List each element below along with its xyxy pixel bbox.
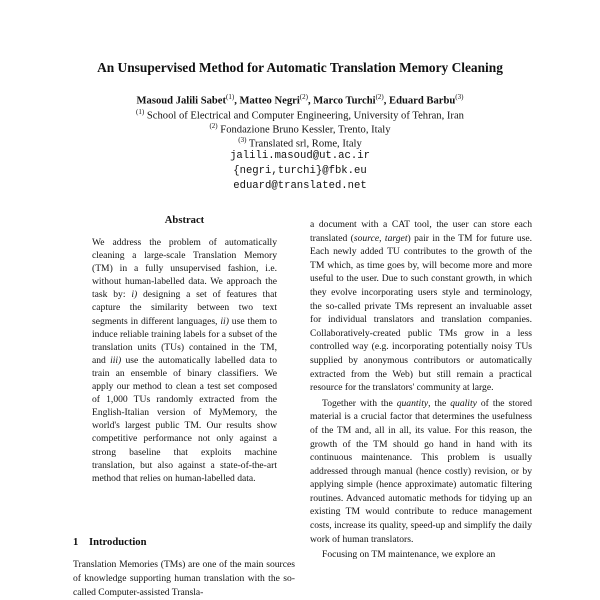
- emphasis: quality: [450, 397, 477, 409]
- abstract-marker: ii): [220, 315, 229, 327]
- author-name: Marco Turchi: [313, 95, 376, 107]
- emphasis: quantity: [396, 397, 429, 409]
- introduction-body: Translation Memories (TMs) are one of the main sources of knowledge supporting human translation with the so-called Computer-assisted Transla-: [73, 559, 295, 598]
- abstract-body: [92, 236, 277, 485]
- abstract-text: designing a set of features that capture the similarity between two text segments in different languages,: [92, 289, 277, 327]
- author-name: Masoud Jalili Sabet: [136, 95, 227, 107]
- paragraph-text: ) pair in the TM for future use. Each newly added TU contributes to the growth of the TM which, as time goes by, will become more and more useful to the user. Due to such constant growth, in which they evolve incorporating users style and terminology, the so-called private TMs represent an invaluable asset for individual translators and translation companies. Collaboratively-created public TMs grow in a less controlled way (e.g. incorporating potentially noisy TUs supplied by anonymous contributors or automatically extracted from the Web) but still remain a practical resource for the translators' community at large.: [310, 232, 533, 394]
- author-name: Eduard Barbu: [389, 95, 456, 107]
- affiliation-text: Fondazione Bruno Kessler, Trento, Italy: [220, 124, 391, 136]
- abstract-marker: iii): [110, 354, 122, 366]
- paragraph: [310, 218, 532, 395]
- abstract-text: We address the problem of automatically cleaning a large-scale Translation Memory (TM) in a fully unsupervised fashion, i.e. without human-labelled data. We approach the task by:: [92, 237, 277, 301]
- section-title: Introduction: [89, 537, 147, 548]
- paragraph-text: ,: [379, 232, 385, 244]
- author-name: Matteo Negri: [239, 95, 300, 107]
- affiliation-text: Translated srl, Rome, Italy: [248, 138, 362, 150]
- abstract-text: use the automatically labelled data to train an ensemble of binary classifiers. We apply our method to clean a test set composed of 1,000 TUs randomly extracted from the English-Italian version of MyMemory, the world's largest public TM. Our results show competitive performance not only against a strong baseline that exploits machine translation, but also against a state-of-the-art method that relies on human-labelled data.: [92, 354, 277, 484]
- affiliation-mark: (3): [238, 136, 247, 144]
- author-separator: ,: [383, 95, 390, 107]
- author-mark: (2): [375, 93, 384, 101]
- paragraph: [310, 397, 532, 547]
- email-1: jalili.masoud@ut.ac.ir: [230, 150, 370, 162]
- emphasis: source: [353, 232, 380, 244]
- emphasis: target: [384, 232, 408, 244]
- paragraph-text: a document with a CAT tool, the user can store each translated (: [310, 219, 532, 244]
- affiliation-text: School of Electrical and Computer Engineering, University of Tehran, Iran: [146, 110, 464, 122]
- email-2: {negri,turchi}@fbk.eu: [233, 165, 367, 177]
- abstract-marker: i): [131, 289, 138, 301]
- paragraph-text: , the: [428, 397, 451, 409]
- paragraph-text: Together with the: [322, 397, 397, 409]
- abstract-heading: Abstract: [164, 215, 205, 226]
- affiliation-mark: (2): [209, 122, 218, 130]
- right-column: [310, 218, 532, 562]
- section-heading-introduction: [73, 537, 147, 548]
- author-separator: ,: [234, 95, 240, 107]
- paper-title: An Unsupervised Method for Automatic Translation Memory Cleaning: [97, 60, 503, 75]
- email-3: eduard@translated.net: [233, 180, 367, 192]
- section-number: 1: [73, 537, 79, 548]
- paragraph: Focusing on TM maintenance, we explore an: [322, 549, 496, 561]
- abstract-text: use them to induce reliable training labels for a subset of the translation units (TUs) contained in the TM, and: [92, 315, 277, 366]
- paragraph-text: of the stored material is a crucial factor that determines the usefulness of the TM and, all in all, its value. For this reason, the growth of the TM should go hand in hand with its continuous maintenance. This problem is usually addressed through manual (hence costly) revision, or by applying simple (hence approximate) automatic filtering routines. Advanced automatic methods for tidying up an existing TM would contribute to reduce management costs, increase its quality, speed-up and simplify the daily work of human translators.: [310, 397, 532, 545]
- author-mark: (1): [226, 93, 235, 101]
- author-mark: (3): [455, 93, 464, 101]
- author-mark: (2): [299, 93, 308, 101]
- affiliation-mark: (1): [136, 108, 145, 116]
- author-separator: ,: [307, 95, 314, 107]
